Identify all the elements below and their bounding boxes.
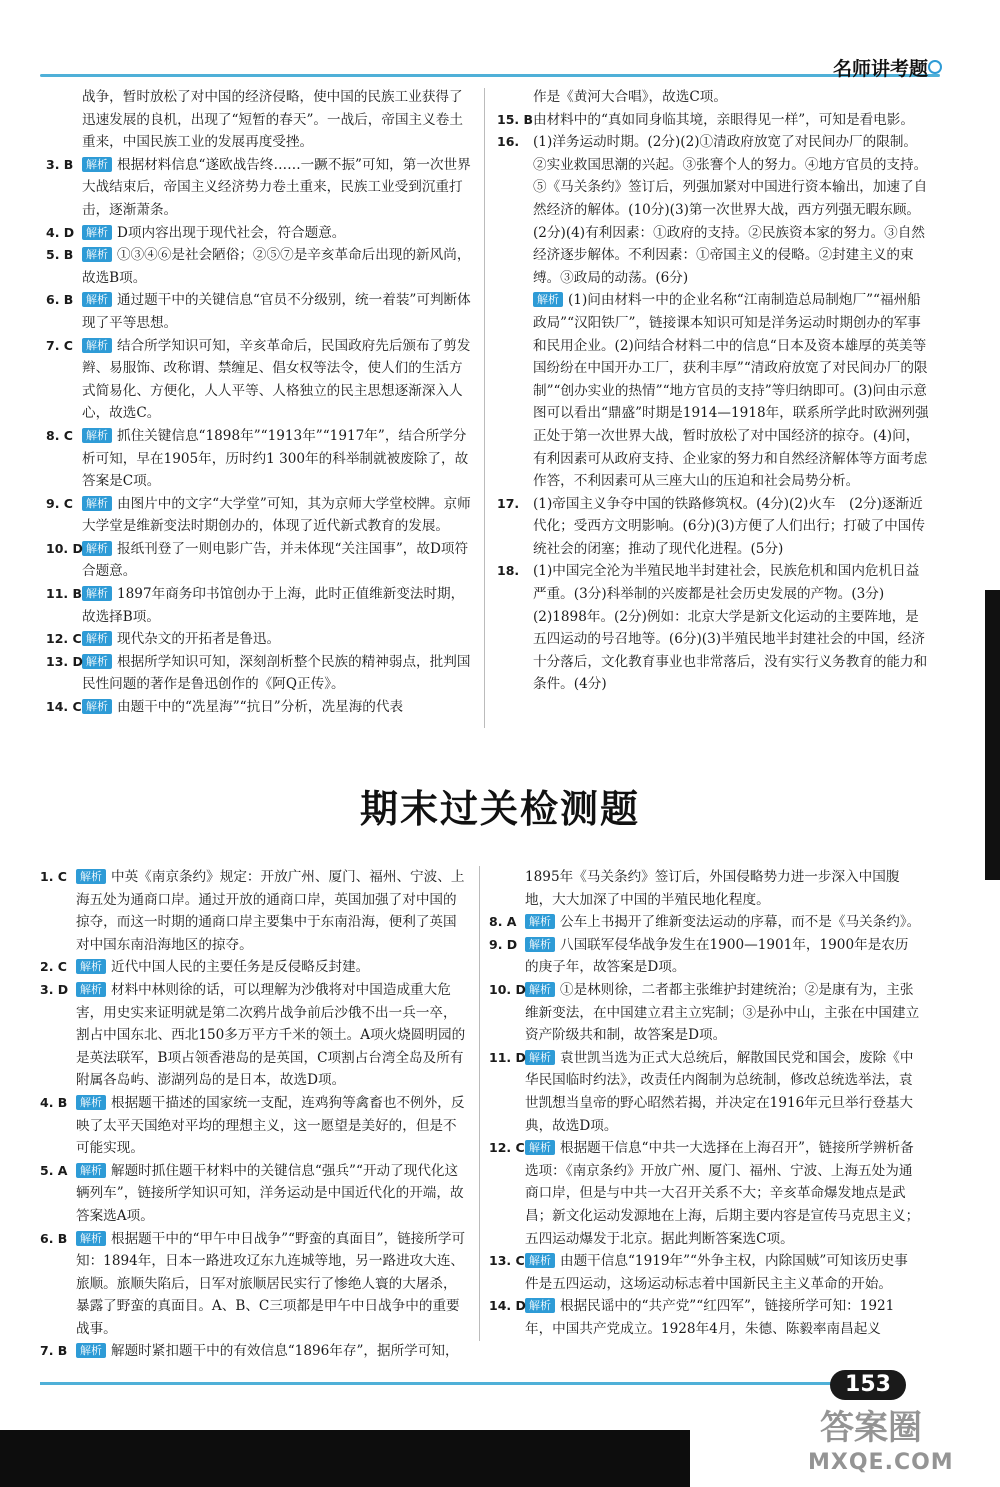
section-title: 期末过关检测题 [359, 787, 640, 831]
answer-item [46, 493, 474, 538]
item-text: 根据材料信息“遂欧战告终……一蹶不振”可知，第一次世界大战结束后，帝国主义经济势力卷土重来，民族工业受到沉重打击，逐渐萧条。 [82, 156, 471, 218]
answer-item [46, 538, 474, 583]
item-number: 7. C [46, 337, 73, 353]
analysis-tag: 解析 [76, 1343, 106, 1358]
answer-item [497, 131, 929, 289]
analysis-tag: 解析 [82, 428, 112, 443]
answer-item [46, 289, 474, 334]
item-text: D项内容出现于现代社会，符合题意。 [117, 224, 346, 241]
item-text: 通过题干中的关键信息“官员不分级别，统一着装”可判断体现了平等思想。 [82, 292, 471, 331]
item-number: 17. [497, 495, 520, 511]
answer-item [497, 86, 929, 109]
item-text: 根据题干信息“中共一大选择在上海召开”，链接所学辨析备选项：《南京条约》开放广州、厦门、福州、宁波、上海五处为通商口岸，但是与中共一大召开关系不大；辛亥革命爆发地点是武昌；新文化运动发源地在上海，后期主要内容是宣传马克思主义；五四运动爆发于北京。据此判断答案选C项。 [525, 1140, 920, 1247]
item-text: 公车上书揭开了维新变法运动的序幕，而不是《马关条约》。 [560, 914, 921, 931]
item-text: 1895年《马关条约》签订后，外国侵略势力进一步深入中国腹地，大大加深了中国的半殖民地化程度。 [525, 869, 900, 908]
item-number: 12. C [489, 1140, 525, 1156]
item-number: 10. D [46, 540, 83, 556]
column-divider [479, 866, 480, 1341]
item-text: 中英《南京条约》规定：开放广州、厦门、福州、宁波、上海五处为通商口岸。通过开放的通商口岸，英国加强了对中国的掠夺，而这一时期的通商口岸主要集中于东南沿海，便利了英国对中国东南沿海地区的掠夺。 [76, 869, 465, 953]
analysis-tag: 解析 [525, 1253, 555, 1268]
item-number: 6. B [46, 292, 74, 308]
page-edge-shadow [985, 590, 1000, 880]
answer-item [497, 109, 929, 132]
watermark-logo: 答案圈 [820, 1408, 922, 1448]
answer-item [489, 1047, 921, 1137]
item-text: (1)帝国主义争夺中国的铁路修筑权。(4分)(2)火车 (2分)逐渐近代化；受西方文明影响。(6分)(3)方便了人们出行；打破了中国传统社会的闭塞；推动了现代化进程。(5分) [533, 495, 925, 557]
item-number: 6. B [40, 1230, 68, 1246]
answer-item [497, 560, 929, 696]
item-number: 18. [497, 563, 520, 579]
item-text: 作是《黄河大合唱》，故选C项。 [533, 89, 727, 105]
answer-item [46, 244, 474, 289]
item-number: 5. A [40, 1162, 68, 1178]
analysis-tag: 解析 [525, 982, 555, 997]
answer-item [40, 956, 468, 979]
analysis-tag: 解析 [525, 914, 555, 929]
item-text: 根据题干中的“甲午中日战争”“野蛮的真面目”，链接所学可知：1894年，日本一路进攻辽东九连城等地，另一路进攻大连、旅顺。旅顺失陷后，日军对旅顺居民实行了惨绝人寰的大屠杀，暴露了野蛮的真面目。A、B、C三项都是甲午中日战争中的重要战事。 [76, 1230, 466, 1337]
top-left-column [46, 86, 474, 719]
item-number: 7. B [40, 1343, 68, 1359]
item-number: 8. C [46, 427, 73, 443]
answer-item [46, 628, 474, 651]
analysis-tag: 解析 [82, 541, 112, 556]
item-text: 根据民谣中的“共产党”“红四军”，链接所学可知：1921年，中国共产党成立。1928年4月，朱德、陈毅率南昌起义 [525, 1298, 895, 1337]
answer-item [489, 1250, 921, 1295]
answer-item [497, 289, 929, 492]
analysis-tag: 解析 [76, 1095, 106, 1110]
item-number: 13. C [489, 1253, 525, 1269]
answer-item [489, 866, 921, 911]
answer-item [489, 1137, 921, 1250]
analysis-tag: 解析 [76, 1231, 106, 1246]
item-text: (1)问由材料一中的企业名称“江南制造总局制炮厂”“福州船政局”“汉阳铁厂”，链接课本知识可知是洋务运动时期创办的军事和民用企业。(2)问结合材料二中的信息“日本及资本雄厚的英美等国纷纷在中国开办工厂，获利丰厚”“清政府放宽了对民间办厂的限制”“创办实业的热情”“地方官员的支持”等归纳即可。(3)问由示意图可以看出“鼎盛”时期是1914—1918年，联系所学此时欧洲列强正处于第一次世界大战，暂时放松了对中国经济的掠夺。(4)问，有利因素可从政府支持、企业家的努力和自然经济解体等方面考虑作答，不利因素可从三座大山的压迫和社会局势分析。 [533, 292, 929, 490]
item-text: 材料中林则徐的话，可以理解为沙俄将对中国造成重大危害，用史实来证明就是第二次鸦片战争前后沙俄不出一兵一卒，割占中国东北、西北150多万平方千米的领土。A项火烧圆明园的是英法联军，B项占领香港岛的是英国，C项割占台湾全岛及所有附属各岛屿、澎湖列岛的是日本，故选D项。 [76, 981, 466, 1089]
answer-item [46, 696, 474, 719]
item-text: 战争，暂时放松了对中国的经济侵略，使中国的民族工业获得了迅速发展的良机，出现了“短暂的春天”。一战后，帝国主义卷土重来，中国民族工业的发展再度受挫。 [82, 89, 463, 151]
answer-item [46, 583, 474, 628]
analysis-tag: 解析 [76, 982, 106, 997]
bottom-right-column [489, 866, 921, 1340]
answer-item [40, 866, 468, 956]
item-text: 由题干中的“冼星海”“抗日”分析，冼星海的代表 [117, 699, 404, 716]
item-text: ①③④⑥是社会陋俗；②⑤⑦是辛亥革命后出现的新风尚，故选B项。 [82, 247, 471, 286]
item-number: 15. B [497, 111, 534, 127]
item-text: 八国联军侵华战争发生在1900—1901年，1900年是农历的庚子年，故答案是D项。 [525, 936, 909, 976]
item-number: 12. C [46, 631, 82, 647]
item-number: 13. D [46, 653, 83, 669]
analysis-tag: 解析 [82, 338, 112, 353]
header-circle-icon [928, 60, 942, 74]
header-title: 名师讲考题 [832, 58, 928, 80]
analysis-tag: 解析 [82, 157, 112, 172]
item-text: 解题时抓住题干材料中的关键信息“强兵”“开动了现代化这辆列车”，链接所学知识可知，洋务运动是中国近代化的开端，故答案选A项。 [76, 1162, 464, 1224]
item-text: ①是林则徐，二者都主张维护封建统治；②是康有为，主张维新变法，在中国建立君主立宪制；③是孙中山，主张在中国建立资产阶级共和制，故答案是D项。 [525, 981, 920, 1044]
item-text: 抓住关键信息“1898年”“1913年”“1917年”，结合所学分析可知，早在1905年，历时约1 300年的科举制就被废除了，故答案是C项。 [82, 427, 469, 490]
item-text: 根据题干描述的国家统一支配，连鸡狗等禽畜也不例外，反映了太平天国绝对平均的理想主义，这一愿望是美好的，但是不可能实现。 [76, 1094, 465, 1157]
column-divider [484, 88, 485, 728]
answer-item [46, 222, 474, 245]
answer-item [489, 1295, 921, 1340]
item-text: 1897年商务印书馆创办于上海，此时正值维新变法时期，故选择B项。 [82, 586, 465, 625]
answer-item [46, 86, 474, 154]
analysis-tag: 解析 [82, 699, 112, 714]
analysis-tag: 解析 [76, 959, 106, 974]
item-number: 8. A [489, 914, 517, 930]
answer-item [40, 979, 468, 1092]
header-rule [40, 74, 940, 77]
item-text: (1)洋务运动时期。(2分)(2)①清政府放宽了对民间办厂的限制。②实业救国思潮的兴起。③张謇个人的努力。④地方官员的支持。⑤《马关条约》签订后，列强加紧对中国进行资本输出，加速了自然经济的解体。(10分)(3)第一次世界大战，西方列强无暇东顾。(2分)(4)有利因素：①政府的支持。②民族资本家的努力。③自然经济逐步解体。不利因素：①帝国主义的侵略。②封建主义的束缚。③政局的动荡。(6分) [533, 134, 928, 286]
answer-item [489, 979, 921, 1047]
answer-item [46, 425, 474, 493]
answer-item [40, 1092, 468, 1160]
item-number: 11. B [46, 586, 83, 602]
analysis-tag: 解析 [533, 292, 563, 307]
item-text: 现代杂文的开拓者是鲁迅。 [117, 631, 281, 648]
item-number: 11. D [489, 1049, 526, 1065]
item-text: 报纸刊登了一则电影广告，并未体现“关注国事”，故D项符合题意。 [82, 540, 469, 580]
answer-item [40, 1160, 468, 1228]
answer-item [489, 934, 921, 979]
footer-rule [40, 1382, 870, 1385]
page-number: 153 [830, 1370, 906, 1400]
answer-item [46, 651, 474, 696]
analysis-tag: 解析 [76, 869, 106, 884]
item-number: 14. C [46, 699, 82, 715]
analysis-tag: 解析 [82, 247, 112, 262]
item-number: 4. D [46, 224, 75, 240]
item-number: 5. B [46, 247, 74, 263]
item-number: 9. D [489, 936, 518, 952]
answer-item [46, 154, 474, 222]
analysis-tag: 解析 [82, 631, 112, 646]
item-text: 根据所学知识可知，深刻剖析整个民族的精神弱点，批判国民性问题的著作是鲁迅创作的《阿Q正传》。 [82, 653, 471, 693]
item-text: 袁世凯当选为正式大总统后，解散国民党和国会，废除《中华民国临时约法》，改责任内阁制为总统制，修改总统选举法，袁世凯想当皇帝的野心昭然若揭，并决定在1916年元旦举行登基大典，故选D项。 [525, 1049, 914, 1134]
item-text: 解题时紧扣题干中的有效信息“1896年存”，据所学可知， [111, 1343, 459, 1360]
item-text: (1)中国完全沦为半殖民地半封建社会，民族危机和国内危机日益严重。(3分)科举制的兴废都是社会历史发展的产物。(3分)(2)1898年。(2分)例如：北京大学是新文化运动的主要阵地，是五四运动的号召地等。(6分)(3)半殖民地半封建社会的中国，经济十分落后，文化教育事业也非常落后，没有实行义务教育的能力和条件。(4分) [533, 563, 928, 693]
scan-shadow [0, 1430, 690, 1487]
item-number: 2. C [40, 959, 67, 975]
analysis-tag: 解析 [525, 1050, 555, 1065]
analysis-tag: 解析 [76, 1163, 106, 1178]
item-text: 由题干信息“1919年”“外争主权，内除国贼”可知该历史事件是五四运动，这场运动标志着中国新民主主义革命的开始。 [525, 1253, 908, 1292]
item-number: 3. B [46, 156, 74, 172]
answer-item [40, 1228, 468, 1341]
item-text: 由图片中的文字“大学堂”可知，其为京师大学堂校牌。京师大学堂是维新变法时期创办的，体现了近代新式教育的发展。 [82, 495, 471, 535]
item-number: 14. D [489, 1298, 526, 1314]
analysis-tag: 解析 [82, 292, 112, 307]
analysis-tag: 解析 [525, 937, 555, 952]
analysis-tag: 解析 [525, 1298, 555, 1313]
item-text: 由材料中的“真如同身临其境，亲眼得见一样”，可知是看电影。 [533, 111, 914, 128]
item-text: 结合所学知识可知，辛亥革命后，民国政府先后颁布了剪发辫、易服饰、改称谓、禁缠足、倡女权等法令，使人们的生活方式简易化、方便化，人人平等、人格独立的民主思想逐渐深入人心，故选C。 [82, 337, 471, 422]
answer-item [497, 493, 929, 561]
analysis-tag: 解析 [82, 586, 112, 601]
item-number: 4. B [40, 1094, 68, 1110]
answer-item [489, 911, 921, 934]
watermark-url: MXQE.COM [808, 1450, 954, 1475]
analysis-tag: 解析 [525, 1140, 555, 1155]
item-number: 10. D [489, 981, 526, 997]
analysis-tag: 解析 [82, 654, 112, 669]
bottom-left-column [40, 866, 468, 1363]
item-number: 1. C [40, 869, 67, 884]
item-number: 9. C [46, 495, 73, 511]
answer-item [40, 1340, 468, 1363]
analysis-tag: 解析 [82, 225, 112, 240]
item-text: 近代中国人民的主要任务是反侵略反封建。 [111, 959, 370, 976]
item-number: 3. D [40, 981, 69, 997]
answer-item [46, 335, 474, 425]
analysis-tag: 解析 [82, 496, 112, 511]
top-right-column [497, 86, 929, 696]
item-number: 16. [497, 134, 520, 150]
